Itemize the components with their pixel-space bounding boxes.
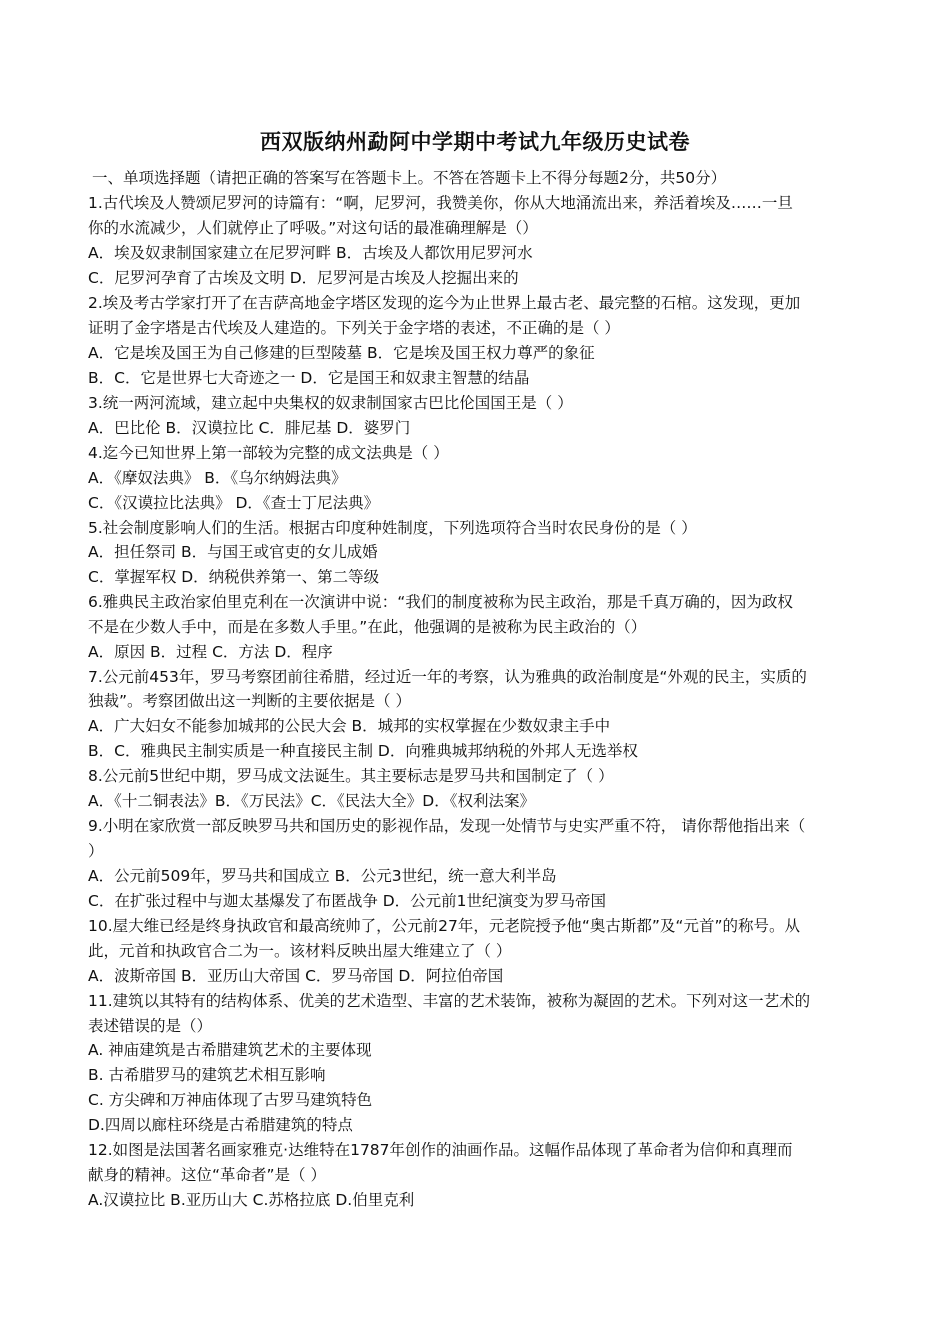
question-line: C．尼罗河孕育了古埃及文明 D．尼罗河是古埃及人挖掘出来的 xyxy=(88,269,519,287)
question-line: 证明了金字塔是古代埃及人建造的。下列关于金字塔的表述，不正确的是（ ） xyxy=(88,319,620,337)
question-line: 此，元首和执政官合二为一。该材料反映出屋大维建立了（ ） xyxy=(88,942,512,960)
question-line: A．波斯帝国 B．亚历山大帝国 C．罗马帝国 D．阿拉伯帝国 xyxy=(88,967,504,985)
page-title: 西双版纳州勐阿中学期中考试九年级历史试卷 xyxy=(260,130,690,154)
question-line: A．《十二铜表法》B．《万民法》C．《民法大全》D．《权利法案》 xyxy=(88,792,535,810)
question-line: C. 方尖碑和万神庙体现了古罗马建筑特色 xyxy=(88,1091,373,1109)
question-line: 12.如图是法国著名画家雅克·达维特在1787年创作的油画作品。这幅作品体现了革命者为信仰和真理而 xyxy=(88,1141,793,1159)
question-line: 5.社会制度影响人们的生活。根据古印度种姓制度，下列选项符合当时农民身份的是（ ） xyxy=(88,519,697,537)
question-line: 独裁”。考察团做出这一判断的主要依据是（ ） xyxy=(88,692,411,710)
question-line: 献身的精神。这位“革命者”是（ ） xyxy=(88,1166,326,1184)
question-line: C．在扩张过程中与迦太基爆发了布匿战争 D．公元前1世纪演变为罗马帝国 xyxy=(88,892,607,910)
question-line: B．C．它是世界七大奇迹之一 D．它是国王和奴隶主智慧的结晶 xyxy=(88,369,530,387)
question-line: A. 神庙建筑是古希腊建筑艺术的主要体现 xyxy=(88,1041,372,1059)
question-line: 4.迄今已知世界上第一部较为完整的成文法典是（ ） xyxy=(88,444,449,462)
question-line: A．原因 B．过程 C．方法 D．程序 xyxy=(88,643,333,661)
question-line: A．公元前509年，罗马共和国成立 B．公元3世纪，统一意大利半岛 xyxy=(88,867,557,885)
section-instructions: 一、单项选择题（请把正确的答案写在答题卡上。不答在答题卡上不得分每题2分，共50分） xyxy=(92,169,727,187)
question-line: C．《汉谟拉比法典》 D．《查士丁尼法典》 xyxy=(88,494,380,512)
question-line: 7.公元前453年，罗马考察团前往希腊，经过近一年的考察，认为雅典的政治制度是“外观的民主，实质的 xyxy=(88,668,807,686)
question-line: D.四周以廊柱环绕是古希腊建筑的特点 xyxy=(88,1116,353,1134)
question-line: 10.屋大维已经是终身执政官和最高统帅了，公元前27年，元老院授予他“奥古斯都”及“元首”的称号。从 xyxy=(88,917,800,935)
question-line: B. 古希腊罗马的建筑艺术相互影响 xyxy=(88,1066,326,1084)
question-line: 你的水流减少，人们就停止了呼吸。”对这句话的最准确理解是（） xyxy=(88,219,538,237)
question-line: 3.统一两河流域，建立起中央集权的奴隶制国家古巴比伦国国王是（ ） xyxy=(88,394,573,412)
question-line: 6.雅典民主政治家伯里克利在一次演讲中说：“我们的制度被称为民主政治，那是千真万确的，因为政权 xyxy=(88,593,793,611)
question-line: 9.小明在家欣赏一部反映罗马共和国历史的影视作品，发现一处情节与史实严重不符， 请你帮他指出来（ xyxy=(88,817,806,835)
question-line: A．巴比伦 B．汉谟拉比 C．腓尼基 D．婆罗门 xyxy=(88,419,411,437)
question-line: ） xyxy=(88,842,104,860)
question-line: A．它是埃及国王为自己修建的巨型陵墓 B．它是埃及国王权力尊严的象征 xyxy=(88,344,595,362)
question-line: 1.古代埃及人赞颂尼罗河的诗篇有：“啊，尼罗河，我赞美你，你从大地涌流出来，养活着埃及……一旦 xyxy=(88,194,793,212)
question-line: A．埃及奴隶制国家建立在尼罗河畔 B．古埃及人都饮用尼罗河水 xyxy=(88,244,533,262)
question-line: A．《摩奴法典》 B．《乌尔纳姆法典》 xyxy=(88,469,347,487)
question-line: 11.建筑以其特有的结构体系、优美的艺术造型、丰富的艺术装饰，被称为凝固的艺术。下列对这一艺术的 xyxy=(88,992,811,1010)
question-line: 2.埃及考古学家打开了在吉萨高地金字塔区发现的迄今为止世界上最古老、最完整的石棺。这发现，更加 xyxy=(88,294,801,312)
question-line: B．C．雅典民主制实质是一种直接民主制 D．向雅典城邦纳税的外邦人无选举权 xyxy=(88,742,638,760)
question-line: 表述错误的是（） xyxy=(88,1017,213,1035)
question-line: A．担任祭司 B．与国王或官吏的女儿成婚 xyxy=(88,543,378,561)
question-line: A．广大妇女不能参加城邦的公民大会 B．城邦的实权掌握在少数奴隶主手中 xyxy=(88,717,611,735)
question-line: A.汉谟拉比 B.亚历山大 C.苏格拉底 D.伯里克利 xyxy=(88,1191,415,1209)
question-line: 不是在少数人手中，而是在多数人手里。”在此，他强调的是被称为民主政治的（） xyxy=(88,618,647,636)
question-line: 8.公元前5世纪中期，罗马成文法诞生。其主要标志是罗马共和国制定了（ ） xyxy=(88,767,614,785)
question-line: C．掌握军权 D．纳税供养第一、第二等级 xyxy=(88,568,380,586)
